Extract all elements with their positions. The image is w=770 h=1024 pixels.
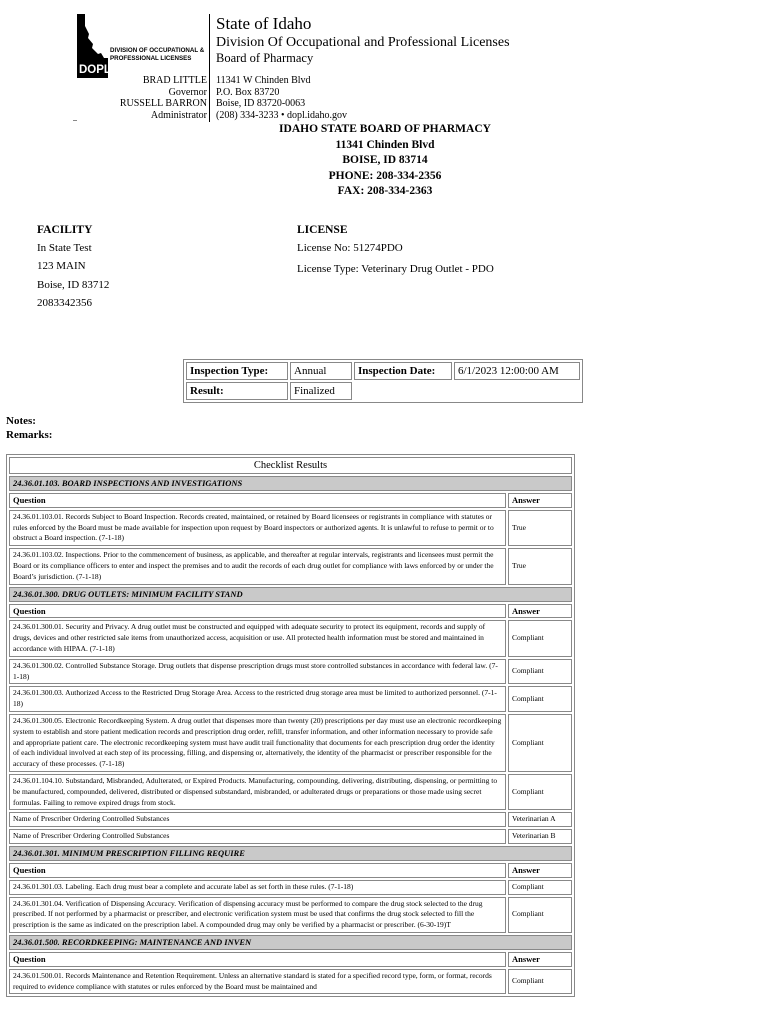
answer-header: Answer xyxy=(508,863,572,878)
board-fax: FAX: 208-334-2363 xyxy=(337,185,433,197)
answer-cell: Compliant xyxy=(508,897,572,933)
answer-header: Answer xyxy=(508,604,572,619)
board-phone: PHONE: 208-334-2356 xyxy=(328,169,442,182)
letterhead-divider xyxy=(209,14,210,122)
table-row xyxy=(186,362,580,380)
table-row xyxy=(186,382,580,400)
question-cell: 24.36.01.301.04. Verification of Dispensing Accuracy. Verification of dispensing accuracy must be performed to compare the drug stock selected to the drug prescribed. If not performed by a pharmacist or prescriber, and electronic verification system must be used that confirms the drug stock selected to fill the prescription is the same as indicated on the prescription label. A compounded drug may only be verified by a pharmacist or prescriber. (6-30-19)T xyxy=(9,897,506,933)
answer-cell: True xyxy=(508,548,572,584)
table-row xyxy=(9,952,572,967)
question-header: Question xyxy=(9,863,506,878)
question-cell: Name of Prescriber Ordering Controlled Substances xyxy=(9,812,506,827)
governor-name: BRAD LITTLE xyxy=(142,75,207,86)
section-title: 24.36.01.300. DRUG OUTLETS: MINIMUM FACILITY STAND xyxy=(9,587,572,602)
table-row xyxy=(9,476,572,491)
address-line: Boise, ID 83720-0063 xyxy=(216,98,306,109)
checklist-table xyxy=(6,454,575,997)
question-cell: 24.36.01.300.02. Controlled Substance Storage. Drug outlets that dispense prescription drugs must store controlled substances in accordance with federal law. (7-1-18) xyxy=(9,659,506,685)
question-cell: 24.36.01.301.03. Labeling. Each drug must bear a complete and accurate label as set forth in these rules. (7-1-18) xyxy=(9,880,506,895)
table-row xyxy=(9,493,572,508)
question-cell: 24.36.01.103.01. Records Subject to Board Inspection. Records created, maintained, or retained by Board licensees or registrants in compliance with statutes or rules enforced by the Board must be made available for inspection upon request by Board inspectors or authorized agents. It is unlawful to refuse to permit or to obstruct a Board inspection. (7-1-18) xyxy=(9,510,506,546)
board-address: 11341 Chinden Blvd xyxy=(335,138,435,151)
notes-label: Notes: xyxy=(6,415,36,427)
license-type: License Type: Veterinary Drug Outlet - PDO xyxy=(297,263,494,275)
table-row xyxy=(9,774,572,810)
table-row xyxy=(9,714,572,772)
facility-street: 123 MAIN xyxy=(37,260,86,272)
facility-city: Boise, ID 83712 xyxy=(37,279,110,291)
question-cell: 24.36.01.104.10. Substandard, Misbranded, Adulterated, or Expired Products. Manufacturing, compounding, delivering, distributing, dispensing, or permitting to be manufactured, compounded, delivered, distributed or dispensed substandard, misbranded, or adulterated drugs or preparations or those made using secret formulas. Failing to remove expired drugs from stock. xyxy=(9,774,506,810)
section-title: 24.36.01.500. RECORDKEEPING: MAINTENANCE AND INVEN xyxy=(9,935,572,950)
facility-heading: FACILITY xyxy=(37,224,93,236)
table-row xyxy=(9,604,572,619)
administrator-title: Administrator xyxy=(150,109,207,121)
remarks-label: Remarks: xyxy=(6,429,53,441)
inspection-type-label: Inspection Type: xyxy=(186,362,288,380)
answer-cell: Compliant xyxy=(508,880,572,895)
letterhead-title: State of Idaho xyxy=(216,14,312,33)
inspection-date-value: 6/1/2023 12:00:00 AM xyxy=(454,362,580,380)
letterhead-officials xyxy=(120,75,207,121)
table-row xyxy=(9,897,572,933)
table-row xyxy=(9,457,572,474)
letterhead-board: Board of Pharmacy xyxy=(216,51,314,65)
divider xyxy=(73,120,77,121)
board-header xyxy=(190,122,580,200)
answer-cell: Veterinarian A xyxy=(508,812,572,827)
letterhead-subtitle: Division Of Occupational and Professional Licenses xyxy=(216,35,510,50)
answer-header: Answer xyxy=(508,952,572,967)
notes-remarks xyxy=(6,414,52,442)
table-row xyxy=(9,880,572,895)
answer-cell: Compliant xyxy=(508,686,572,712)
inspection-table xyxy=(183,359,583,403)
question-cell: 24.36.01.300.03. Authorized Access to the Restricted Drug Storage Area. Access to the restricted drug storage area must be limited to authorized personnel. (7-1-18) xyxy=(9,686,506,712)
section-title: 24.36.01.103. BOARD INSPECTIONS AND INVESTIGATIONS xyxy=(9,476,572,491)
question-header: Question xyxy=(9,604,506,619)
table-row xyxy=(9,812,572,827)
table-row xyxy=(9,659,572,685)
question-cell: 24.36.01.103.02. Inspections. Prior to the commencement of business, as applicable, and thereafter at regular intervals, registrants and licensees must permit the Board or its compliance officers to enter and inspect the premises and to audit the records of each drug outlet for compliance with laws enforced by or under the Board’s jurisdiction. (7-1-18) xyxy=(9,548,506,584)
answer-cell: Compliant xyxy=(508,714,572,772)
question-cell: 24.36.01.300.01. Security and Privacy. A drug outlet must be constructed and equipped with adequate security to protect its equipment, records and supply of drugs, devices and other restricted sale items from unauthorized access, acquisition or use. All protected health information must be stored and maintained in accordance with HIPAA. (7-1-18) xyxy=(9,620,506,656)
governor-title: Governor xyxy=(168,86,207,98)
table-row xyxy=(9,863,572,878)
board-city: BOISE, ID 83714 xyxy=(342,154,428,166)
inspection-type-value: Annual xyxy=(290,362,352,380)
question-cell: 24.36.01.500.01. Records Maintenance and Retention Requirement. Unless an alternative standard is stated for a specified record type, form, or format, records required to evidence compliance with statutes or rules enforced by the Board must be maintained and xyxy=(9,969,506,995)
answer-cell: Compliant xyxy=(508,620,572,656)
table-row xyxy=(9,510,572,546)
answer-cell: Compliant xyxy=(508,774,572,810)
checklist-caption: Checklist Results xyxy=(9,457,572,474)
section-title: 24.36.01.301. MINIMUM PRESCRIPTION FILLING REQUIRE xyxy=(9,846,572,861)
answer-cell: True xyxy=(508,510,572,546)
board-name: IDAHO STATE BOARD OF PHARMACY xyxy=(279,123,491,135)
table-row xyxy=(9,935,572,950)
inspection-date-label: Inspection Date: xyxy=(354,362,452,380)
license-number: License No: 51274PDO xyxy=(297,242,403,254)
answer-cell: Compliant xyxy=(508,659,572,685)
question-header: Question xyxy=(9,493,506,508)
table-row xyxy=(9,587,572,602)
table-row xyxy=(9,686,572,712)
svg-text:PROFESSIONAL LICENSES: PROFESSIONAL LICENSES xyxy=(110,55,192,62)
question-cell: Name of Prescriber Ordering Controlled Substances xyxy=(9,829,506,844)
address-line: 11341 W Chinden Blvd xyxy=(216,75,311,86)
facility-phone: 2083342356 xyxy=(37,297,92,309)
question-cell: 24.36.01.300.05. Electronic Recordkeeping System. A drug outlet that dispenses more than twenty (20) prescriptions per day must use an electronic recordkeeping system to establish and store patient medication records and prescription drug order, refill, transfer information, and other information necessary to provide safe and appropriate patient care. The electronic recordkeeping system must have audit trail functionality that documents for each prescription drug order the identity of each individual involved at each step of its processing, filling, and dispensing or, alternatively, the identity of the pharmacist or prescriber responsible for the accuracy of these processes. (7-1-18) xyxy=(9,714,506,772)
svg-text:DIVISION OF OCCUPATIONAL &: DIVISION OF OCCUPATIONAL & xyxy=(110,47,205,54)
answer-cell: Veterinarian B xyxy=(508,829,572,844)
address-line: P.O. Box 83720 xyxy=(216,86,280,98)
table-row xyxy=(9,969,572,995)
answer-header: Answer xyxy=(508,493,572,508)
administrator-name: RUSSELL BARRON xyxy=(119,98,207,109)
table-row xyxy=(9,846,572,861)
license-heading: LICENSE xyxy=(297,224,348,236)
facility-name: In State Test xyxy=(37,242,92,254)
result-value: Finalized xyxy=(290,382,352,400)
table-row xyxy=(9,620,572,656)
dopl-logo xyxy=(72,14,207,78)
table-row xyxy=(9,548,572,584)
question-header: Question xyxy=(9,952,506,967)
result-label: Result: xyxy=(186,382,288,400)
answer-cell: Compliant xyxy=(508,969,572,995)
svg-text:DOPL: DOPL xyxy=(79,64,111,76)
table-row xyxy=(9,829,572,844)
address-line: (208) 334-3233 • dopl.idaho.gov xyxy=(216,109,347,121)
letterhead-address xyxy=(216,75,347,121)
